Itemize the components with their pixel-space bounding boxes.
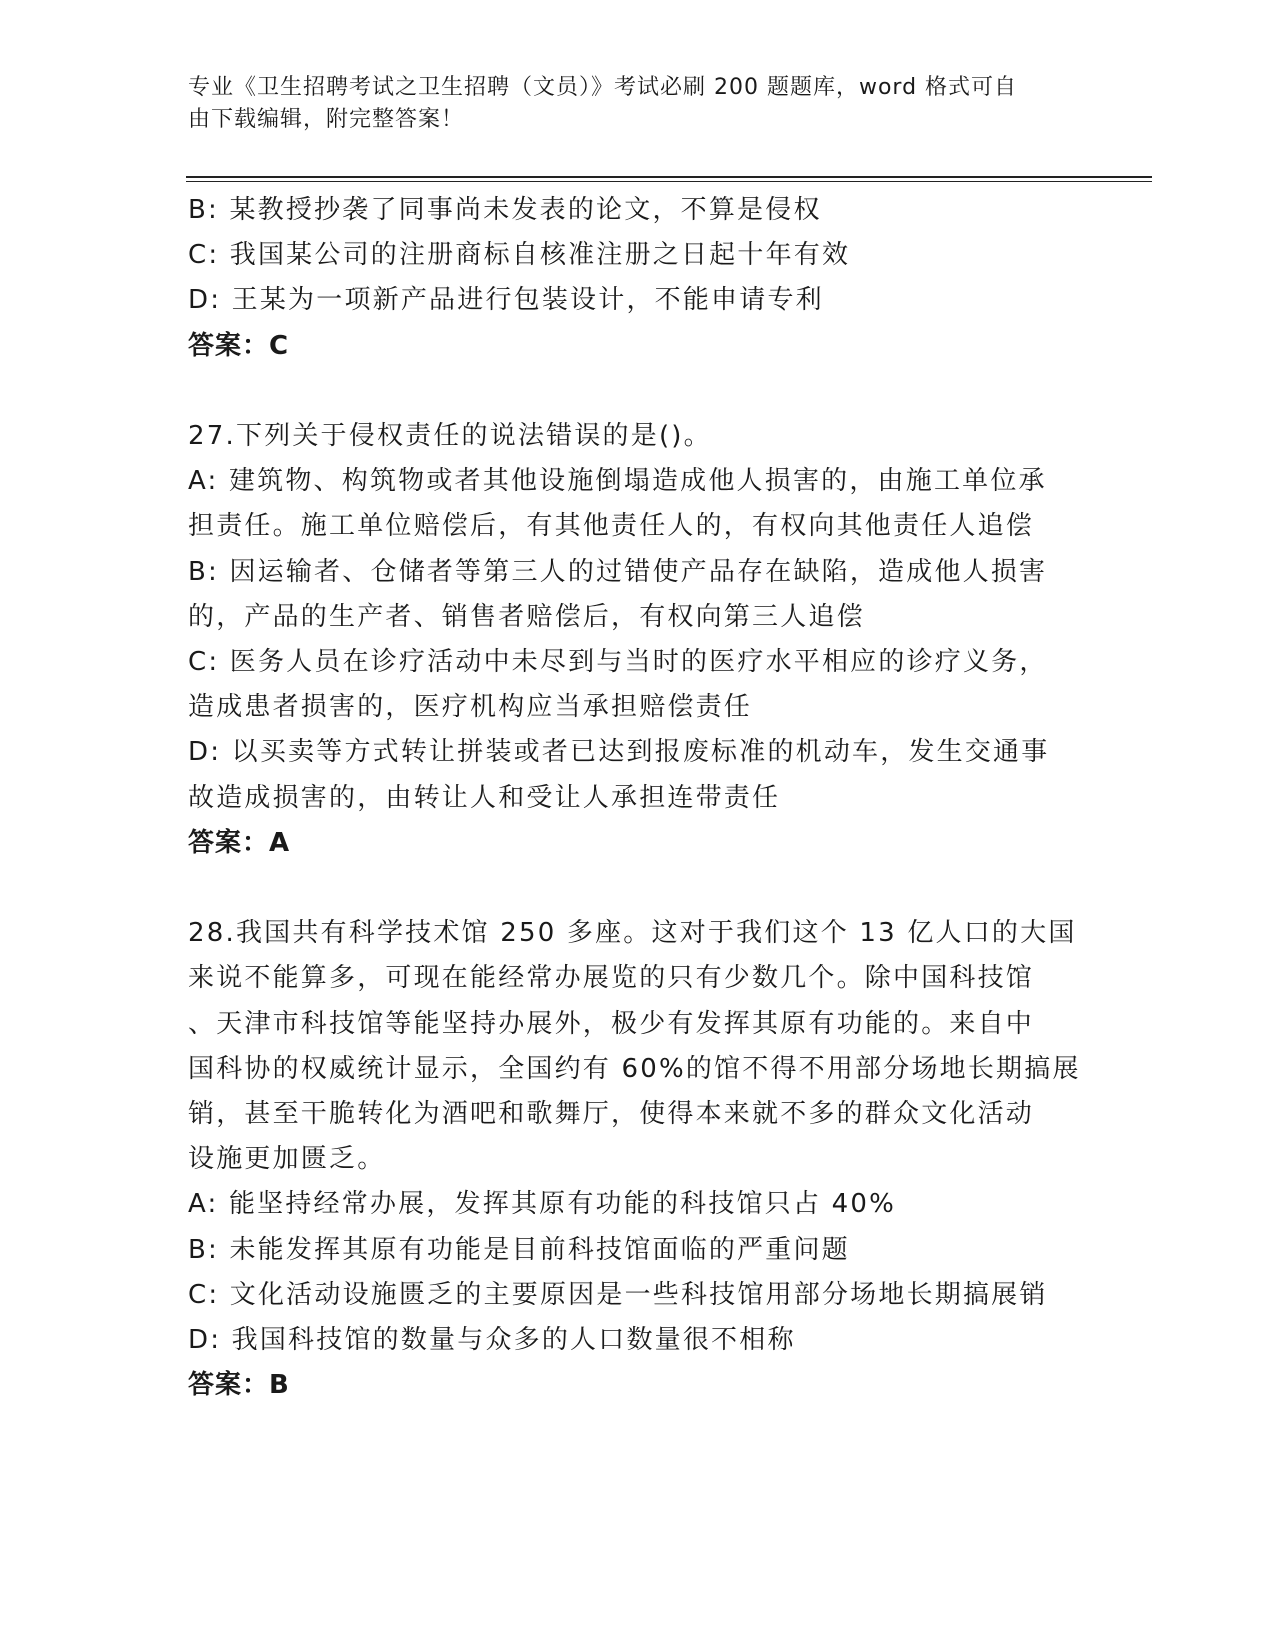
q27-option-line: 造成患者损害的，医疗机构应当承担赔偿责任 bbox=[188, 692, 753, 723]
q28-option-a: A: 能坚持经常办展，发挥其原有功能的科技馆只占 40% bbox=[188, 1189, 897, 1220]
q27-option-line: 故造成损害的，由转让人和受让人承担连带责任 bbox=[188, 782, 781, 813]
q27-option-line: C: 医务人员在诊疗活动中未尽到与当时的医疗水平相应的诊疗义务， bbox=[188, 647, 1048, 678]
q26-answer: 答案：C bbox=[188, 330, 290, 361]
q28-stem-line: 国科协的权威统计显示，全国约有 60%的馆不得不用部分场地长期搞展 bbox=[188, 1053, 1081, 1084]
q26-option-c: C: 我国某公司的注册商标自核准注册之日起十年有效 bbox=[188, 240, 851, 271]
spacer bbox=[188, 369, 1088, 414]
q27-answer: 答案：A bbox=[188, 827, 291, 858]
q27-option-line: 担责任。施工单位赔偿后，有其他责任人的，有权向其他责任人追偿 bbox=[188, 511, 1035, 542]
q27-option-line: A: 建筑物、构筑物或者其他设施倒塌造成他人损害的，由施工单位承 bbox=[188, 466, 1047, 497]
q26-option-b: B: 某教授抄袭了同事尚未发表的论文，不算是侵权 bbox=[188, 195, 822, 225]
question-content bbox=[188, 188, 1088, 1408]
header-line: 由下载编辑，附完整答案！ bbox=[188, 107, 465, 132]
q28-option-b: B: 未能发挥其原有功能是目前科技馆面临的严重问题 bbox=[188, 1234, 850, 1265]
q28-stem-line: 、天津市科技馆等能坚持办展外，极少有发挥其原有功能的。来自中 bbox=[188, 1008, 1035, 1039]
q28-stem-line: 28.我国共有科学技术馆 250 多座。这对于我们这个 13 亿人口的大国 bbox=[188, 918, 1077, 949]
q27-stem: 27.下列关于侵权责任的说法错误的是()。 bbox=[188, 421, 712, 451]
document-header bbox=[188, 72, 1088, 136]
q28-option-c: C: 文化活动设施匮乏的主要原因是一些科技馆用部分场地长期搞展销 bbox=[188, 1279, 1048, 1310]
header-divider-thick bbox=[186, 176, 1152, 178]
q27-option-line: B: 因运输者、仓储者等第三人的过错使产品存在缺陷，造成他人损害 bbox=[188, 556, 1048, 587]
q26-option-d: D: 王某为一项新产品进行包装设计，不能申请专利 bbox=[188, 285, 824, 316]
q28-answer: 答案：B bbox=[188, 1370, 290, 1401]
q28-stem-line: 设施更加匮乏。 bbox=[188, 1144, 386, 1175]
spacer bbox=[188, 866, 1088, 911]
q27-option-line: 的，产品的生产者、销售者赔偿后，有权向第三人追偿 bbox=[188, 601, 865, 632]
header-divider-thin bbox=[186, 181, 1152, 182]
q28-stem-line: 来说不能算多，可现在能经常办展览的只有少数几个。除中国科技馆 bbox=[188, 963, 1035, 994]
q28-stem-line: 销，甚至干脆转化为酒吧和歌舞厅，使得本来就不多的群众文化活动 bbox=[188, 1099, 1035, 1130]
q27-option-line: D: 以买卖等方式转让拼装或者已达到报废标准的机动车，发生交通事 bbox=[188, 737, 1050, 768]
q28-option-d: D: 我国科技馆的数量与众多的人口数量很不相称 bbox=[188, 1325, 796, 1356]
header-line: 专业《卫生招聘考试之卫生招聘（文员）》考试必刷 200 题题库，word 格式可自 bbox=[188, 75, 1018, 100]
